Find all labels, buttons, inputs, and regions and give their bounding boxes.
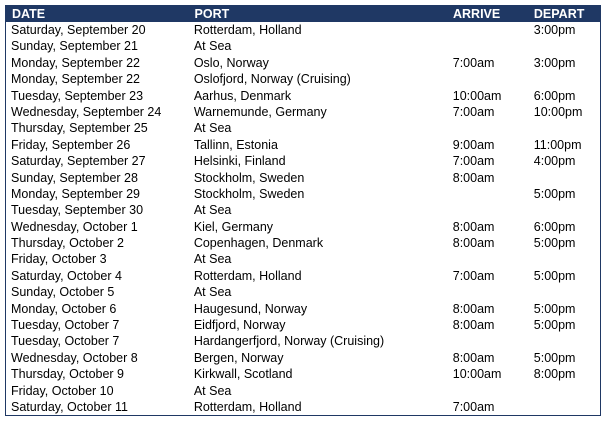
cell-depart: 4:00pm [533, 154, 576, 169]
cell-arrive: 7:00am [452, 55, 495, 70]
cell-date: Saturday, October 11 [11, 399, 128, 414]
cell-port: At Sea [193, 203, 232, 218]
cell-arrive: 7:00am [452, 104, 495, 119]
cell-depart [534, 170, 600, 186]
table-row [6, 88, 600, 104]
cell-arrive: 7:00am [452, 399, 495, 414]
table-row [6, 366, 600, 382]
table-body [6, 22, 600, 415]
cell-port: Rotterdam, Holland [193, 399, 302, 414]
table-row [6, 186, 600, 202]
cell-date: Monday, September 29 [11, 186, 141, 201]
cell-depart: 5:00pm [533, 318, 576, 333]
cell-arrive: 7:00am [452, 268, 495, 283]
table-row [6, 268, 600, 284]
table-header [6, 6, 600, 22]
cell-arrive: 8:00am [452, 170, 495, 185]
cell-port: Stockholm, Sweden [193, 170, 305, 185]
cell-arrive [453, 120, 534, 136]
cell-date: Monday, September 22 [11, 72, 141, 87]
cell-depart: 11:00pm [533, 137, 582, 152]
cell-date: Tuesday, September 23 [11, 88, 144, 103]
cell-arrive [453, 186, 534, 202]
cell-depart: 5:00pm [533, 350, 576, 365]
cell-arrive [453, 383, 534, 399]
cell-depart: 5:00pm [533, 186, 576, 201]
table-row [6, 399, 600, 415]
cell-arrive: 9:00am [452, 137, 495, 152]
cell-arrive: 8:00am [452, 301, 495, 316]
cell-date: Monday, October 6 [11, 301, 117, 316]
cell-arrive: 10:00am [452, 88, 502, 103]
header-arrive: ARRIVE [453, 7, 501, 21]
cell-arrive: 8:00am [452, 318, 495, 333]
cell-port: At Sea [193, 285, 232, 300]
cell-depart: 5:00pm [533, 301, 576, 316]
cell-arrive: 8:00am [452, 236, 495, 251]
cell-port: Eidfjord, Norway [193, 318, 286, 333]
cell-arrive [453, 71, 534, 87]
cell-arrive: 7:00am [452, 154, 495, 169]
cell-date: Saturday, September 20 [11, 23, 146, 37]
cell-port: Kirkwall, Scotland [193, 367, 293, 382]
table-row [6, 219, 600, 235]
cell-arrive [453, 22, 534, 38]
table-row [6, 71, 600, 87]
cell-depart [534, 399, 600, 415]
cell-date: Monday, September 22 [11, 55, 141, 70]
cell-depart [534, 284, 600, 300]
cell-port: Oslofjord, Norway (Cruising) [193, 72, 351, 87]
table-row [6, 22, 600, 38]
header-port: PORT [194, 7, 230, 21]
cell-arrive [453, 38, 534, 54]
table-row [6, 170, 600, 186]
cell-depart: 10:00pm [533, 104, 583, 119]
table-row [6, 317, 600, 333]
cell-date: Saturday, October 4 [11, 268, 122, 283]
table-row [6, 301, 600, 317]
cell-date: Friday, October 10 [11, 383, 114, 398]
cell-date: Wednesday, September 24 [11, 104, 162, 119]
cell-port: At Sea [193, 383, 232, 398]
cell-depart: 5:00pm [533, 236, 576, 251]
table-row [6, 202, 600, 218]
cell-port: Tallinn, Estonia [193, 137, 278, 152]
cell-arrive: 8:00am [452, 219, 495, 234]
cell-arrive: 10:00am [452, 367, 502, 382]
table-row [6, 55, 600, 71]
cell-port: Haugesund, Norway [193, 301, 308, 316]
cell-arrive: 8:00am [452, 350, 495, 365]
cell-date: Saturday, September 27 [11, 154, 146, 169]
cell-depart: 3:00pm [533, 23, 576, 37]
cell-port: Warnemunde, Germany [193, 104, 327, 119]
cell-port: Hardangerfjord, Norway (Cruising) [193, 334, 385, 349]
table-row [6, 120, 600, 136]
cell-port: Helsinki, Finland [193, 154, 286, 169]
cell-port: Rotterdam, Holland [193, 268, 302, 283]
cell-port: Bergen, Norway [193, 350, 284, 365]
header-date: DATE [12, 7, 46, 21]
cell-port: Oslo, Norway [193, 55, 269, 70]
table-row [6, 251, 600, 267]
cell-date: Tuesday, October 7 [11, 334, 120, 349]
cell-depart [534, 202, 600, 218]
table-row [6, 235, 600, 251]
cell-port: At Sea [193, 39, 232, 54]
cell-date: Thursday, October 9 [11, 367, 125, 382]
cell-port: Copenhagen, Denmark [193, 236, 324, 251]
cell-port: At Sea [193, 252, 232, 267]
cell-date: Thursday, September 25 [11, 121, 148, 136]
cell-depart: 8:00pm [533, 367, 576, 382]
table-row [6, 284, 600, 300]
cell-depart [534, 71, 600, 87]
itinerary-table [5, 5, 601, 416]
cell-port: Stockholm, Sweden [193, 186, 305, 201]
cell-date: Wednesday, October 1 [11, 219, 138, 234]
cell-port: Aarhus, Denmark [193, 88, 292, 103]
cell-date: Thursday, October 2 [11, 236, 125, 251]
cell-port: At Sea [193, 121, 232, 136]
cell-date: Friday, September 26 [11, 137, 131, 152]
cell-date: Sunday, September 21 [11, 39, 138, 54]
cell-depart [534, 38, 600, 54]
cell-date: Friday, October 3 [11, 252, 107, 267]
cell-depart: 5:00pm [533, 268, 576, 283]
cell-port: Kiel, Germany [193, 219, 274, 234]
cell-port: Rotterdam, Holland [193, 23, 302, 37]
cell-date: Sunday, September 28 [11, 170, 138, 185]
cell-arrive [453, 251, 534, 267]
cell-depart [534, 333, 600, 349]
table-row [6, 350, 600, 366]
cell-date: Wednesday, October 8 [11, 350, 138, 365]
cell-depart [534, 383, 600, 399]
cell-depart [534, 120, 600, 136]
table-row [6, 383, 600, 399]
cell-date: Tuesday, September 30 [11, 203, 144, 218]
cell-arrive [453, 284, 534, 300]
header-depart: DEPART [533, 7, 585, 21]
table-row [6, 137, 600, 153]
cell-arrive [453, 333, 534, 349]
cell-date: Tuesday, October 7 [11, 318, 120, 333]
table-row [6, 38, 600, 54]
cell-arrive [453, 202, 534, 218]
cell-depart: 3:00pm [533, 55, 576, 70]
cell-date: Sunday, October 5 [11, 285, 115, 300]
cell-depart [534, 251, 600, 267]
cell-depart: 6:00pm [533, 219, 576, 234]
cell-depart: 6:00pm [533, 88, 576, 103]
table-row [6, 104, 600, 120]
table-row [6, 153, 600, 169]
table-row [6, 333, 600, 349]
